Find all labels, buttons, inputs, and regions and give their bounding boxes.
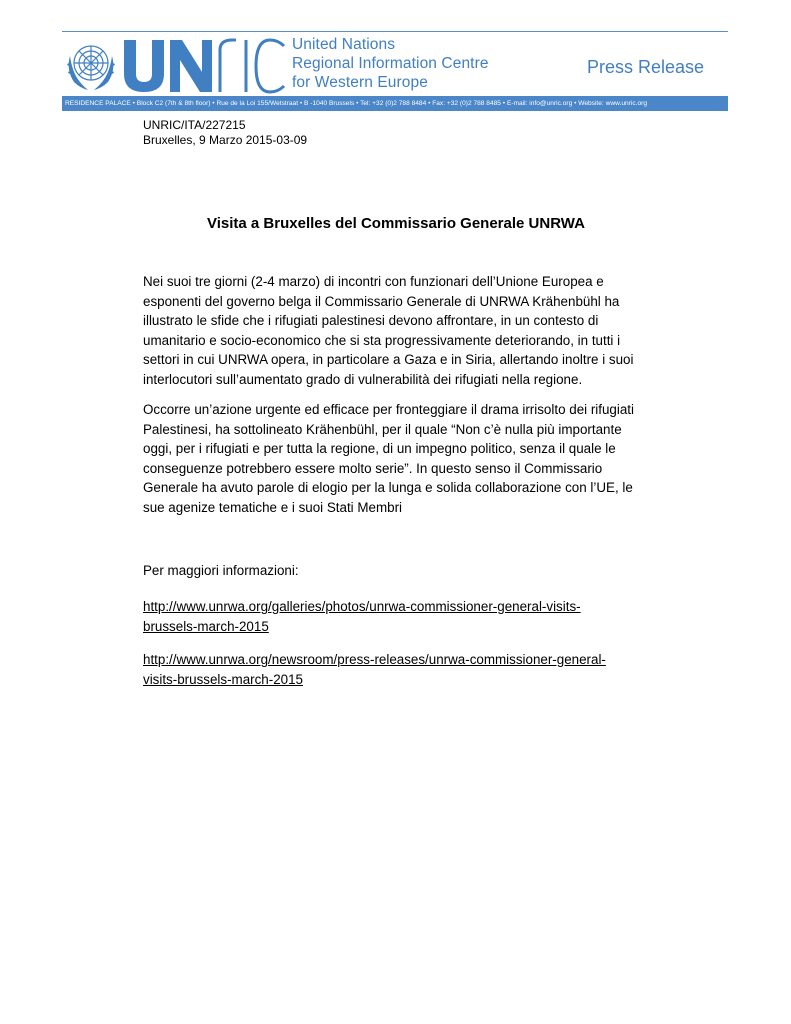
org-line-3: for Western Europe [292, 74, 428, 91]
paragraph-line: sue agenize tematiche e i suoi Stati Membri [143, 499, 403, 515]
paragraph-line: Nei suoi tre giorni (2-4 marzo) di incontri con funzionari dell’Unione Europea e [143, 274, 604, 289]
paragraph-1 [143, 272, 663, 389]
paragraph-2 [143, 400, 663, 517]
reference-block [143, 118, 307, 148]
more-info-text: Per maggiori informazioni: [143, 563, 299, 578]
link-photo-gallery[interactable] [143, 597, 663, 636]
paragraph-line: illustrato le sfide che i rifugiati palestinesi devono affrontare, in un contesto di [143, 313, 599, 328]
document-title: Visita a Bruxelles del Commissario Generale UNRWA [207, 215, 585, 232]
more-info-label [143, 561, 663, 581]
link-line[interactable]: http://www.unrwa.org/galleries/photos/unrwa-commissioner-general-visits- [143, 599, 581, 614]
org-line-1: United Nations [292, 36, 396, 53]
date-line: Bruxelles, 9 Marzo 2015-03-09 [143, 133, 308, 147]
link-line[interactable]: visits-brussels-march-2015 [143, 671, 303, 687]
organization-name [292, 35, 489, 92]
link-line[interactable]: http://www.unrwa.org/newsroom/press-releases/unrwa-commissioner-general- [143, 652, 606, 667]
press-release-label: Press Release [587, 57, 705, 77]
address-bar: RESIDENCE PALACE • Block C2 (7th & 8th floor) • Rue de la Loi 155/Wetstraat • B -1040 Brussels • Tel: +32 (0)2 788 8484 • Fax: +32 (0)2 788 8485 • E-mail: info@unric.org • Website: www.unric.org [62, 96, 728, 111]
unric-logo [122, 36, 287, 94]
paragraph-line: esponenti del governo belga il Commissario Generale di UNRWA Krähenbühl ha [143, 293, 620, 309]
paragraph-line: interlocutori sull’aumentato grado di vulnerabilità dei rifugiati nella regione. [143, 371, 583, 387]
header-top-rule [62, 31, 728, 32]
paragraph-line: Palestinesi, ha sottolineato Krähenbühl, per il quale “Non c’è nulla più importante [143, 421, 622, 437]
link-press-release[interactable] [143, 650, 663, 689]
paragraph-line: settori in cui UNRWA opera, in particolare a Gaza e in Siria, allertando inoltre i suoi [143, 352, 634, 367]
reference-number: UNRIC/ITA/227215 [143, 118, 246, 132]
paragraph-line: umanitario e socio-economico che si sta progressivamente deteriorando, in tutti i [143, 332, 621, 348]
link-line[interactable]: brussels-march-2015 [143, 618, 269, 634]
org-line-2: Regional Information Centre [292, 55, 489, 72]
un-emblem-icon [62, 36, 120, 94]
paragraph-line: oggi, per i rifugiati e per tutta la regione, di un impegno politico, senza il quale le [143, 441, 616, 456]
paragraph-line: Generale ha avuto parole di elogio per la lunga e solida collaborazione con l’UE, le [143, 480, 633, 495]
paragraph-line: Occorre un’azione urgente ed efficace per fronteggiare il drama irrisolto dei rifugiati [143, 402, 635, 417]
paragraph-line: conseguenze potrebbero essere molto serie”. In questo senso il Commissario [143, 460, 603, 476]
